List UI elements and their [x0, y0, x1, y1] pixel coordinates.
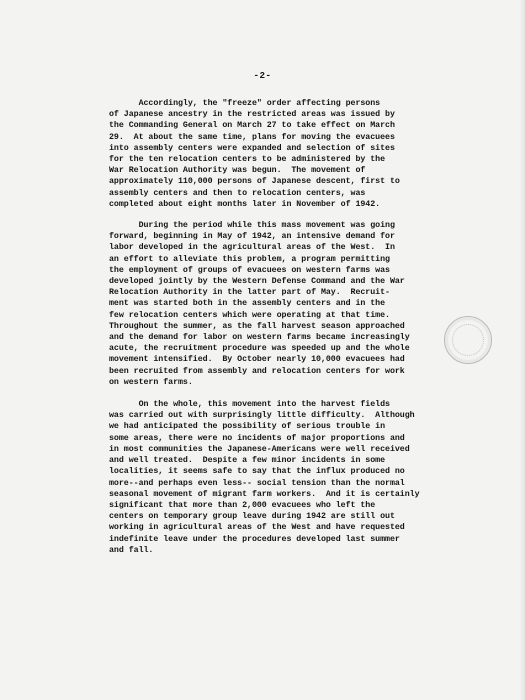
- text-line: the employment of groups of evacuees on western farms was: [109, 265, 390, 275]
- archive-stamp: [444, 316, 492, 364]
- text-line: in most communities the Japanese-Americans were well received: [109, 444, 410, 454]
- document-body: [109, 98, 439, 569]
- text-line: and well treated. Despite a few minor incidents in some: [109, 456, 386, 466]
- text-line: acute, the recruitment procedure was speeded up and the whole: [109, 344, 410, 354]
- text-line: ment was started both in the assembly centers and in the: [109, 299, 386, 309]
- text-line: we had anticipated the possibility of serious trouble in: [109, 422, 386, 432]
- text-line: Relocation Authority in the latter part of May. Recruit-: [109, 288, 390, 298]
- text-line: on western farms.: [109, 377, 193, 387]
- page-number: -2-: [253, 70, 272, 81]
- text-line: significant that more than 2,000 evacuees who left the: [109, 500, 376, 510]
- text-line: indefinite leave under the procedures developed last summer: [109, 534, 400, 544]
- text-line: working in agricultural areas of the West and have requested: [109, 523, 405, 533]
- text-line: developed jointly by the Western Defense Command and the War: [109, 277, 405, 287]
- text-line: War Relocation Authority was begun. The movement of: [109, 166, 366, 176]
- text-line: approximately 110,000 persons of Japanese descent, first to: [109, 177, 400, 187]
- text-line: for the ten relocation centers to be administered by the: [109, 155, 386, 165]
- text-line: During the period while this mass movement was going: [109, 221, 395, 231]
- text-line: assembly centers and then to relocation centers, was: [109, 188, 366, 198]
- text-line: movement intensified. By October nearly 10,000 evacuees had: [109, 355, 405, 365]
- paragraph-labor-demand: [109, 220, 439, 388]
- text-line: and fall.: [109, 545, 154, 555]
- text-line: the Commanding General on March 27 to take effect on March: [109, 121, 395, 131]
- page-edge-shadow: [519, 0, 525, 700]
- text-line: into assembly centers were expanded and selection of sites: [109, 143, 395, 153]
- text-line: On the whole, this movement into the harvest fields: [109, 400, 390, 410]
- text-line: of Japanese ancestry in the restricted areas was issued by: [109, 110, 395, 120]
- text-line: been recruited from assembly and relocation centers for work: [109, 366, 405, 376]
- text-line: labor developed in the agricultural areas of the West. In: [109, 243, 395, 253]
- paragraph-harvest-movement: [109, 399, 439, 556]
- text-line: Throughout the summer, as the fall harvest season approached: [109, 321, 405, 331]
- text-line: completed about eight months later in November of 1942.: [109, 199, 381, 209]
- paragraph-freeze-order: [109, 98, 439, 210]
- text-line: some areas, there were no incidents of major proportions and: [109, 433, 405, 443]
- text-line: localities, it seems safe to say that the influx produced no: [109, 467, 405, 477]
- text-line: 29. At about the same time, plans for moving the evacuees: [109, 132, 395, 142]
- text-line: seasonal movement of migrant farm workers. And it is certainly: [109, 489, 420, 499]
- text-line: centers on temporary group leave during 1942 are still out: [109, 512, 395, 522]
- archive-stamp-inner-ring: [452, 324, 484, 356]
- text-line: few relocation centers which were operating at that time.: [109, 310, 390, 320]
- text-line: Accordingly, the "freeze" order affecting persons: [109, 99, 381, 108]
- text-line: was carried out with surprisingly little difficulty. Although: [109, 411, 415, 421]
- text-line: and the demand for labor on western farms became increasingly: [109, 333, 410, 343]
- text-line: more--and perhaps even less-- social tension than the normal: [109, 478, 405, 488]
- text-line: an effort to alleviate this problem, a program permitting: [109, 254, 390, 264]
- text-line: forward, beginning in May of 1942, an intensive demand for: [109, 232, 395, 242]
